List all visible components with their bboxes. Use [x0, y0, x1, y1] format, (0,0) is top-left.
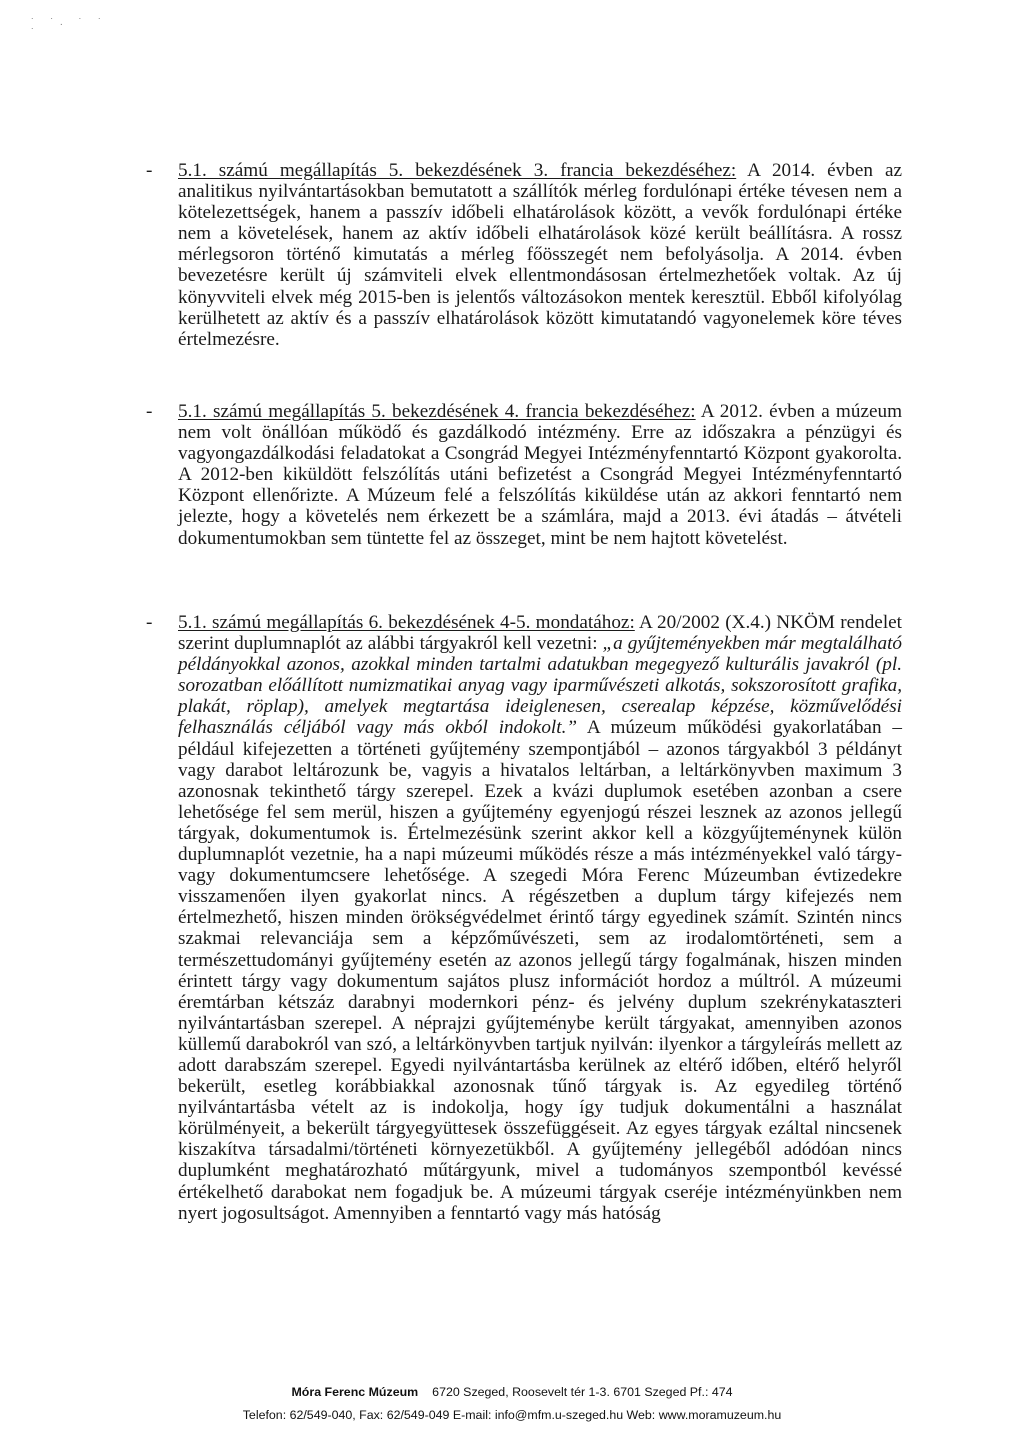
- footer-organization: Móra Ferenc Múzeum: [291, 1385, 419, 1399]
- paragraph-reference: 5.1. számú megállapítás 6. bekezdésének 4-5. mondatához:: [178, 612, 635, 633]
- paragraph-item-3: [178, 612, 902, 1224]
- footer-line-2: [0, 1408, 1024, 1422]
- bullet-dash: -: [146, 160, 153, 181]
- paragraph-text: A 2014. évben az analitikus nyilvántartásokban bemutatott a szállítók mérleg fordulónapi értéke tévesen nem a kötelezettségek, hanem a passzív időbeli elhatárolások között, a vevők fordulónapi értéke nem a követelések, hanem az aktív időbeli elhatárolások közé került beállításra. A rossz mérlegsoron történő kimutatás a mérleg főösszegét nem befolyásolja. A 2014. évben bevezetésre került új számviteli elvek ellentmondásosan értelmezhetőek voltak. Az új könyvviteli elvek még 2015-ben is jelentős változásokon mentek keresztül. Ebből kifolyólag kerülhetett az aktív és a passzív elhatárolások között kimutatandó vagyonelemek köre téves értelmezésre.: [178, 160, 902, 350]
- scan-artifact: ˙ ˙. ˙ ˙ ˙: [30, 18, 108, 38]
- paragraph-item-2: [178, 401, 902, 549]
- bullet-dash: -: [146, 612, 153, 633]
- paragraph-item-1: [178, 160, 902, 350]
- paragraph-reference: 5.1. számú megállapítás 5. bekezdésének 4. francia bekezdéséhez:: [178, 401, 696, 422]
- footer-address: 6720 Szeged, Roosevelt tér 1-3. 6701 Szeged Pf.: 474: [432, 1385, 733, 1399]
- bullet-dash: -: [146, 401, 153, 422]
- paragraph-reference: 5.1. számú megállapítás 5. bekezdésének 3. francia bekezdéséhez:: [178, 160, 737, 181]
- footer-line-1: [0, 1385, 1024, 1399]
- paragraph-text-continued: A múzeum működési gyakorlatában – például kifejezetten a történeti gyűjtemény szempontjából – azonos tárgyakból 3 példányt vagy darabot leltározunk be, vagyis a hivatalos leltárban, a leltárkönyvben maximum 3 azonosnak tekinthető tárgy szerepel. Ezek a kvázi duplumok esetében azonban a csere lehetősége fel sem merül, hiszen a gyűjtemény egyenjogú részei lesznek az azonos jellegű tárgyak, dokumentumok is. Értelmezésünk szerint akkor kell a közgyűjteménynek külön duplumnaplót vezetnie, ha a napi múzeumi működés része a más intézményekkel való tárgy- vagy dokumentumcsere lehetősége. A szegedi Móra Ferenc Múzeumban évtizedekre visszamenően ilyen gyakorlat nincs. A régészetben a duplum tárgy kifejezés nem értelmezhető, hiszen minden örökségvédelmet érintő tárgy egyedinek számít. Szintén nincs szakmai relevanciája sem a képzőművészeti, sem az irodalomtörténeti, sem a természettudományi gyűjtemény esetén az azonos jellegű tárgy fogalmának, hiszen minden érintett tárgy vagy dokumentum sajátos plusz információt hordoz a múltról. A múzeumi éremtárban kétszáz darabnyi modernkori pénz- és jelvény duplum szekrénykataszteri nyilvántartásban szerepel. A néprajzi gyűjteménybe került tárgyakat, amennyiben azonos küllemű darabokról van szó, a leltárkönyvben tartjuk nyilván: ilyenkor a tárgyleírás mellett az adott darabszám szerepel. Egyedi nyilvántartásba kerülnek az eltérő időben, eltérő helyről bekerült, esetleg korábbiakkal azonosnak tűnő tárgyak is. Az egyedileg történő nyilvántartásba vételt az is indokolja, hogy így tudjuk dokumentálni a használat körülményeit, a bekerült tárgyegyüttesek összefüggéseit. Az egyes tárgyak ezáltal nincsenek kiszakítva társadalmi/történeti környezetükből. A gyűjtemény jellegéből adódóan nincs duplumként meghatározható műtárgyunk, mivel a tudományos szempontból kevéssé értékelhető darabokat nem fogadjuk be. A múzeumi tárgyak cseréje intézményünkben nem nyert jogosultságot. Amennyiben a fenntartó vagy más hatóság: [178, 717, 902, 1224]
- footer-contact: Telefon: 62/549-040, Fax: 62/549-049 E-mail: info@mfm.u-szeged.hu Web: www.moramuzeum.hu: [242, 1408, 782, 1422]
- quoted-regulation: „a gyűjteményekben már megtalálható példányokkal azonos, azokkal minden tartalmi adatukban megegyező kulturális javakról (pl. sorozatban előállított numizmatikai anyag vagy iparművészeti alkotás, sokszorosított grafika, plakát, röplap), amelyek megtartása ideiglenesen, cserealap képzése, közművelődési felhasználás céljából vagy más okból indokolt.”: [178, 633, 902, 739]
- paragraph-text: A 20/2002 (X.4.) NKÖM rendelet szerint duplumnaplót az alábbi tárgyakról kell vezetni:: [178, 612, 902, 655]
- paragraph-text: A 2012. évben a múzeum nem volt önállóan működő és gazdálkodó intézmény. Erre az időszakra a pénzügyi és vagyongazdálkodási feladatokat a Csongrád Megyei Intézményfenntartó Központ gyakorolta. A 2012-ben kiküldött felszólítás utáni befizetést a Csongrád Megyei Intézményfenntartó Központ ellenőrizte. A Múzeum felé a felszólítás kiküldése után az akkori fenntartó nem jelezte, hogy a követelés nem érkezett be a számlára, majd a 2013. évi átadás – átvételi dokumentumokban sem tüntette fel az összeget, mint be nem hajtott követelést.: [178, 401, 903, 549]
